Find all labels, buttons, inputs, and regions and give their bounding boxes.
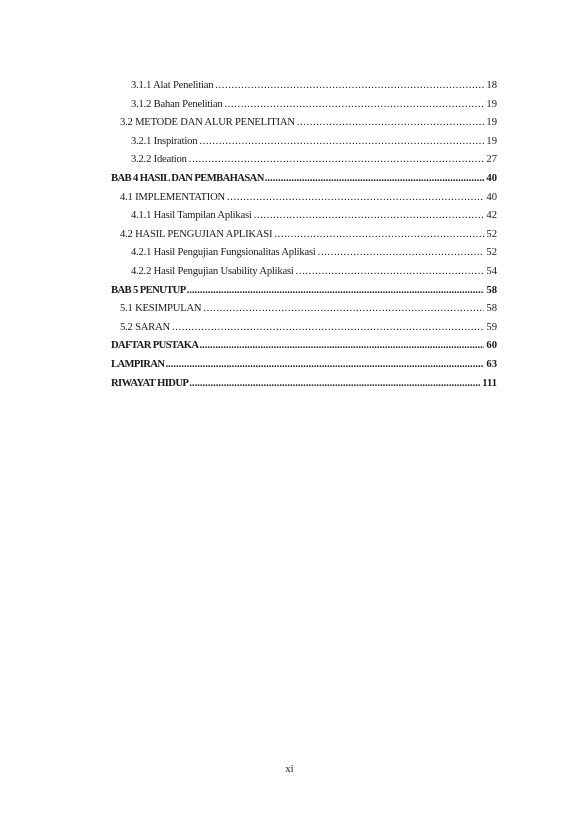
toc-entry[interactable] [111, 154, 497, 173]
toc-entry[interactable] [111, 99, 497, 118]
dot-leader [227, 192, 484, 203]
toc-entry-label: 5.2 SARAN [120, 321, 170, 333]
toc-chapter-entry[interactable] [111, 378, 497, 397]
toc-entry[interactable] [111, 322, 497, 341]
toc-entry-page: 60 [486, 340, 497, 352]
dot-leader [187, 285, 485, 296]
toc-entry-page: 19 [486, 117, 497, 129]
toc-entry-label: 3.2.2 Ideation [131, 154, 187, 166]
toc-entry[interactable] [111, 136, 497, 155]
dot-leader [254, 210, 485, 221]
toc-entry[interactable] [111, 303, 497, 322]
dot-leader [318, 247, 485, 258]
toc-entry[interactable] [111, 266, 497, 285]
dot-leader [165, 359, 484, 370]
toc-entry[interactable] [111, 229, 497, 248]
toc-entry-page: 111 [482, 377, 497, 389]
toc-entry-page: 40 [486, 191, 497, 203]
toc-entry-label: 3.2 METODE DAN ALUR PENELITIAN [120, 117, 295, 129]
dot-leader [203, 303, 484, 314]
table-of-contents [111, 80, 497, 396]
toc-chapter-entry[interactable] [111, 285, 497, 304]
dot-leader [225, 99, 485, 110]
toc-entry-page: 18 [486, 80, 497, 91]
toc-entry-label: 3.1.1 Alat Penelitian [131, 80, 214, 91]
toc-entry-label: LAMPIRAN [111, 358, 165, 370]
toc-entry[interactable] [111, 247, 497, 266]
toc-entry-page: 54 [486, 265, 497, 277]
toc-chapter-entry[interactable] [111, 340, 497, 359]
toc-entry-page: 40 [486, 172, 497, 184]
toc-entry-label: 4.1.1 Hasil Tampilan Aplikasi [131, 210, 252, 222]
toc-entry[interactable] [111, 80, 497, 99]
dot-leader [265, 173, 485, 184]
dot-leader [297, 117, 485, 128]
toc-entry-label: 4.2 HASIL PENGUJIAN APLIKASI [120, 228, 273, 240]
toc-entry-page: 58 [486, 303, 497, 315]
toc-entry-label: 3.2.1 Inspiration [131, 135, 198, 147]
dot-leader [189, 154, 485, 165]
toc-entry[interactable] [111, 192, 497, 211]
toc-chapter-entry[interactable] [111, 359, 497, 378]
toc-entry[interactable] [111, 210, 497, 229]
toc-entry-label: 4.1 IMPLEMENTATION [120, 191, 226, 203]
dot-leader [215, 80, 484, 91]
toc-entry-page: 27 [486, 154, 497, 166]
toc-entry-label: BAB 5 PENUTUP [111, 284, 186, 296]
toc-entry-label: 4.2.2 Hasil Pengujian Usability Aplikasi [131, 265, 294, 277]
dot-leader [296, 266, 485, 277]
dot-leader [274, 229, 484, 240]
toc-entry-page: 52 [486, 247, 497, 259]
toc-entry-label: RIWAYAT HIDUP [111, 377, 189, 389]
toc-entry[interactable] [111, 117, 497, 136]
toc-entry-page: 19 [486, 135, 497, 147]
toc-entry-label: 4.2.1 Hasil Pengujian Fungsionalitas Aplikasi [131, 247, 316, 259]
toc-entry-label: DAFTAR PUSTAKA [111, 340, 199, 352]
toc-entry-page: 59 [486, 321, 497, 333]
page-number: xi [285, 764, 294, 775]
dot-leader [189, 378, 480, 389]
toc-entry-label: 3.1.2 Bahan Penelitian [131, 98, 223, 110]
toc-chapter-entry[interactable] [111, 173, 497, 192]
toc-entry-label: 5.1 KESIMPULAN [120, 303, 202, 315]
toc-entry-page: 42 [486, 210, 497, 222]
toc-entry-page: 63 [486, 358, 497, 370]
toc-entry-page: 58 [486, 284, 497, 296]
toc-entry-label: BAB 4 HASIL DAN PEMBAHASAN [111, 172, 264, 184]
dot-leader [172, 322, 484, 333]
dot-leader [199, 136, 484, 147]
toc-entry-page: 19 [486, 98, 497, 110]
toc-entry-page: 52 [486, 228, 497, 240]
dot-leader [199, 340, 484, 351]
